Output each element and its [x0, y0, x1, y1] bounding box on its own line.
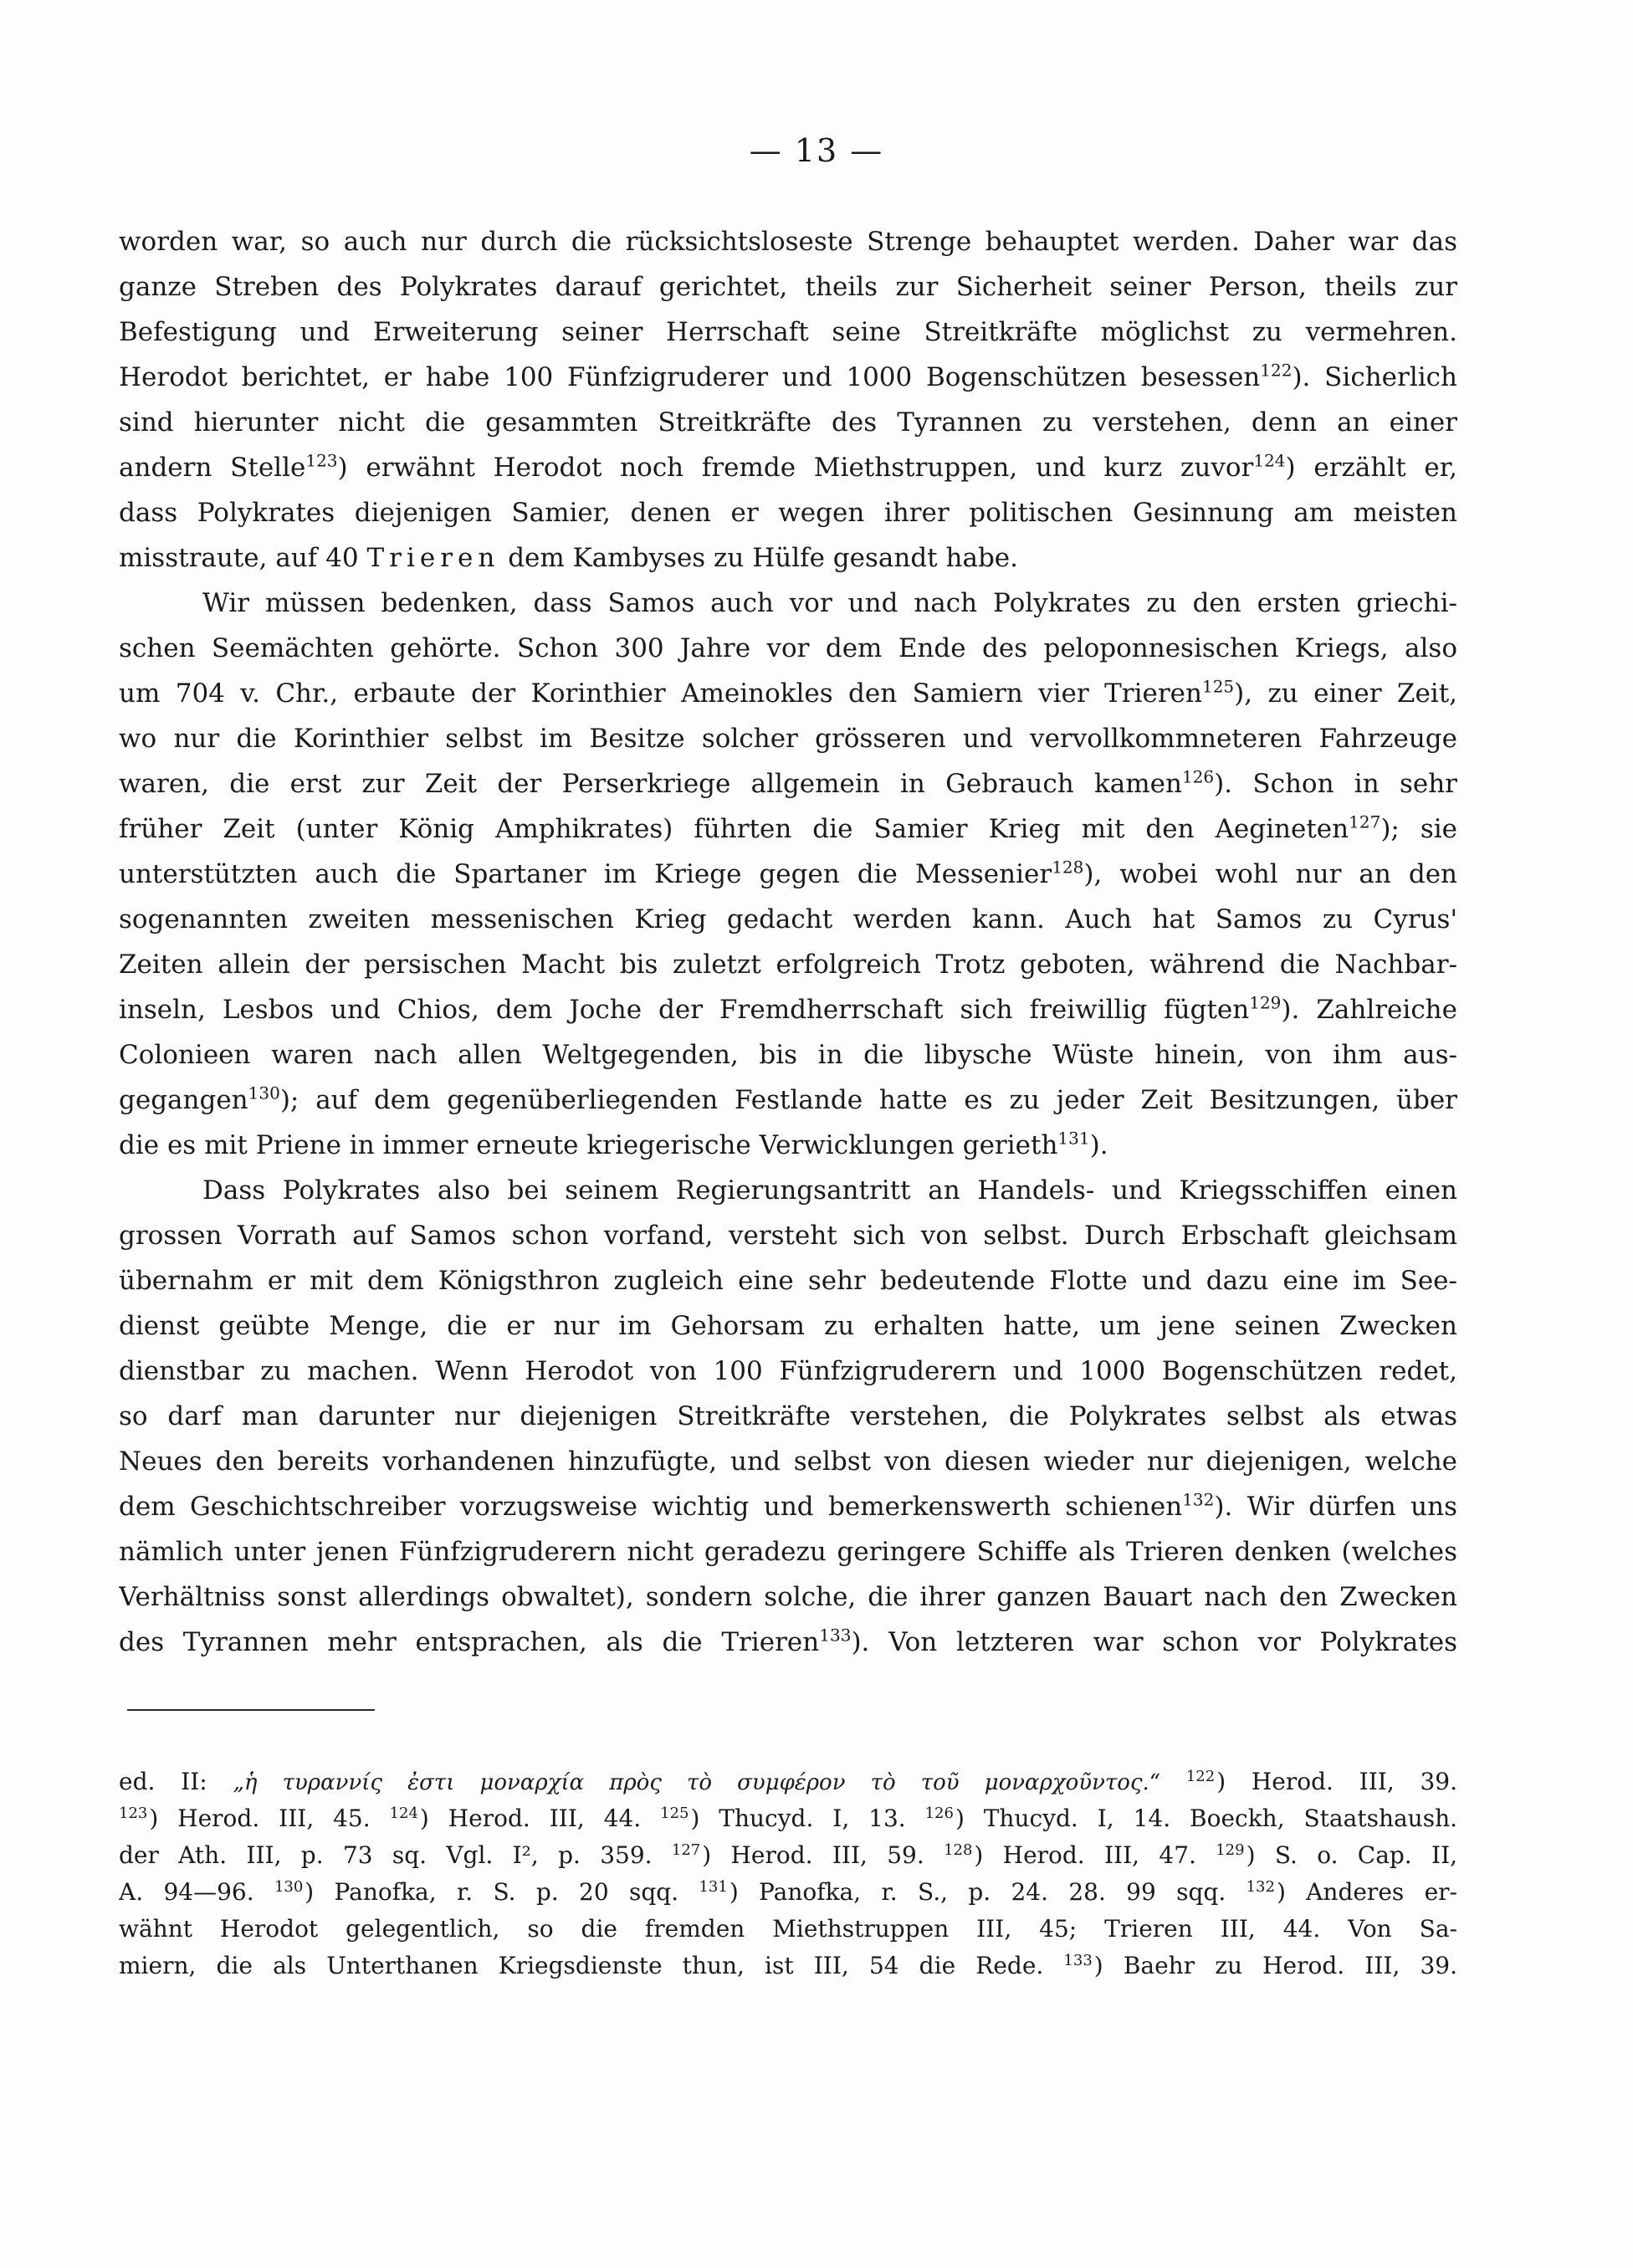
footnote-line: A. 94—96. $^{130}$) Panofka, r. S. p. 20 sqq. $^{131}$) Panofka, r. S., p. 24. 28. 99 sqq. $^{132}$) Anderes er- — [119, 1877, 1457, 1906]
footnote-number: 129 — [1216, 1841, 1245, 1859]
text-line: inseln, Lesbos und Chios, dem Joche der Fremdherrschaft sich freiwillig fügten$^{129}$). Zahlreiche — [119, 992, 1457, 1025]
text-line: Verhältniss sonst allerdings obwaltet), sondern solche, die ihrer ganzen Bauart nach den Zwecken — [119, 1582, 1457, 1612]
footnote-number: 126 — [924, 1804, 954, 1822]
page-number: — 13 — — [749, 132, 884, 169]
footnote-ref: 124 — [1253, 450, 1286, 471]
footnote-ref: 131 — [1057, 1128, 1090, 1149]
text-line: übernahm er mit dem Königsthron zugleich eine sehr bedeutende Flotte und dazu eine im See- — [119, 1266, 1457, 1296]
text-line: schen Seemächten gehörte. Schon 300 Jahre vor dem Ende des peloponnesischen Kriegs, also — [119, 633, 1457, 663]
footnote-ref: 133 — [819, 1625, 852, 1646]
emphasized-word: Trieren — [366, 543, 500, 573]
main-text — [119, 219, 1457, 1665]
text-line: andern Stelle$^{123}$) erwähnt Herodot noch fremde Miethstruppen, und kurz zuvor$^{124}$) erzählt er, — [119, 450, 1457, 483]
footnote-number: 128 — [944, 1841, 973, 1859]
greek-quote: „ἡ τυραννίς ἐστι μοναρχία πρὸς τὸ συμφέρον τὸ τοῦ μοναρχοῦντος.“ — [233, 1770, 1161, 1795]
footnotes — [119, 1764, 1457, 1984]
text-line: sogenannten zweiten messenischen Krieg gedacht werden kann. Auch hat Samos zu Cyrus' — [119, 904, 1457, 934]
footnote-ref: 129 — [1249, 992, 1282, 1013]
text-line: unterstützten auch die Spartaner im Kriege gegen die Messenier$^{128}$), wobei wohl nur an den — [119, 857, 1457, 889]
text-line: Herodot berichtet, er habe 100 Fünfzigruderer und 1000 Bogenschützen besessen$^{122}$). Sicherlich — [119, 360, 1457, 392]
text-line: die es mit Priene in immer erneute kriegerische Verwicklungen gerieth$^{131}$). — [119, 1128, 1108, 1160]
text-line: nämlich unter jenen Fünfzigruderern nicht geradezu geringere Schiffe als Trieren denken (welches — [119, 1537, 1457, 1567]
footnote-ref: 128 — [1052, 857, 1084, 878]
footnote-line: wähnt Herodot gelegentlich, so die fremden Miethstruppen III, 45; Trieren III, 44. Von Sa- — [119, 1915, 1457, 1943]
text-line: früher Zeit (unter König Amphikrates) führten die Samier Krieg mit den Aegineten$^{127}$); sie — [119, 811, 1457, 844]
footnote-divider — [127, 1709, 375, 1711]
text-line: ganze Streben des Polykrates darauf gerichtet, theils zur Sicherheit seiner Person, theils zur — [119, 272, 1457, 302]
footnote-ref: 132 — [1182, 1489, 1215, 1510]
text-line: Zeiten allein der persischen Macht bis zuletzt erfolgreich Trotz geboten, während die Nachbar- — [119, 950, 1457, 980]
footnote-line: ed. II: „ἡ τυραννίς ἐστι μοναρχία πρὸς τὸ συμφέρον τὸ τοῦ μοναρχοῦντος.“ $^{122}$) Herod. III, 39. — [119, 1767, 1457, 1795]
footnote-number: 133 — [1063, 1951, 1093, 1969]
text-line: grossen Vorrath auf Samos schon vorfand, versteht sich von selbst. Durch Erbschaft gleichsam — [119, 1221, 1457, 1251]
text-line: Dass Polykrates also bei seinem Regierungsantritt an Handels- und Kriegsschiffen einen — [202, 1175, 1457, 1206]
footnote-number: 123 — [119, 1804, 148, 1822]
text-line: misstraute, auf 40 Trieren dem Kambyses zu Hülfe gesandt habe. — [119, 543, 1018, 573]
text-line: waren, die erst zur Zeit der Perserkriege allgemein in Gebrauch kamen$^{126}$). Schon in sehr — [119, 766, 1457, 799]
text-line: dass Polykrates diejenigen Samier, denen er wegen ihrer politischen Gesinnung am meisten — [119, 498, 1457, 528]
footnote-ref: 123 — [305, 450, 338, 471]
footnote-number: 130 — [274, 1877, 304, 1896]
footnote-number: 127 — [671, 1841, 701, 1859]
text-line: dienst geübte Menge, die er nur im Gehorsam zu erhalten hatte, um jene seinen Zwecken — [119, 1311, 1457, 1341]
text-line: so darf man darunter nur diejenigen Streitkräfte verstehen, die Polykrates selbst als etwas — [119, 1401, 1457, 1431]
text-line: Befestigung und Erweiterung seiner Herrschaft seine Streitkräfte möglichst zu vermehren. — [119, 317, 1457, 347]
footnote-line: miern, die als Unterthanen Kriegsdienste thun, ist III, 54 die Rede. $^{133}$) Baehr zu Herod. III, 39. — [119, 1951, 1457, 1979]
text-line: gegangen$^{130}$); auf dem gegenüberliegenden Festlande hatte es zu jeder Zeit Besitzungen, über — [119, 1083, 1457, 1115]
footnote-number: 122 — [1185, 1767, 1216, 1785]
footnote-line: $^{123}$) Herod. III, 45. $^{124}$) Herod. III, 44. $^{125}$) Thucyd. I, 13. $^{126}$) Thucyd. I, 14. Boeckh, Staatshaush. — [119, 1804, 1457, 1832]
text-line: wo nur die Korinthier selbst im Besitze solcher grösseren und vervollkommneteren Fahrzeuge — [119, 724, 1457, 754]
text-line: dienstbar zu machen. Wenn Herodot von 100 Fünfzigruderern und 1000 Bogenschützen redet, — [119, 1356, 1457, 1386]
footnote-ref: 126 — [1181, 766, 1215, 787]
footnote-number: 124 — [389, 1804, 418, 1822]
text-line: worden war, so auch nur durch die rücksichtsloseste Strenge behauptet werden. Daher war das — [119, 227, 1457, 257]
footnote-ref: 125 — [1201, 676, 1235, 697]
footnote-line: der Ath. III, p. 73 sq. Vgl. I², p. 359. $^{127}$) Herod. III, 59. $^{128}$) Herod. III, 47. $^{129}$) S. o. Cap. II, — [119, 1841, 1457, 1869]
text-line: des Tyrannen mehr entsprachen, als die Trieren$^{133}$). Von letzteren war schon vor Polykrates — [119, 1625, 1457, 1657]
footnote-ref: 122 — [1260, 360, 1293, 381]
text-line: Wir müssen bedenken, dass Samos auch vor und nach Polykrates zu den ersten griechi- — [202, 588, 1457, 618]
footnote-ref: 127 — [1349, 811, 1381, 832]
text-line: dem Geschichtschreiber vorzugsweise wichtig und bemerkenswerth schienen$^{132}$). Wir dürfen uns — [119, 1489, 1457, 1522]
text-line: um 704 v. Chr., erbaute der Korinthier Ameinokles den Samiern vier Trieren$^{125}$), zu einer Zeit, — [119, 676, 1457, 709]
footnote-number: 131 — [699, 1877, 728, 1896]
text-line: sind hierunter nicht die gesammten Streitkräfte des Tyrannen zu verstehen, denn an einer — [119, 407, 1457, 438]
text-line: Colonieen waren nach allen Weltgegenden, bis in die libysche Wüste hinein, von ihm aus- — [119, 1040, 1457, 1070]
footnote-number: 132 — [1246, 1877, 1275, 1896]
text-line: Neues den bereits vorhandenen hinzufügte, und selbst von diesen wieder nur diejenigen, welche — [119, 1446, 1457, 1477]
footnote-number: 125 — [660, 1804, 689, 1822]
footnote-ref: 130 — [248, 1083, 280, 1103]
